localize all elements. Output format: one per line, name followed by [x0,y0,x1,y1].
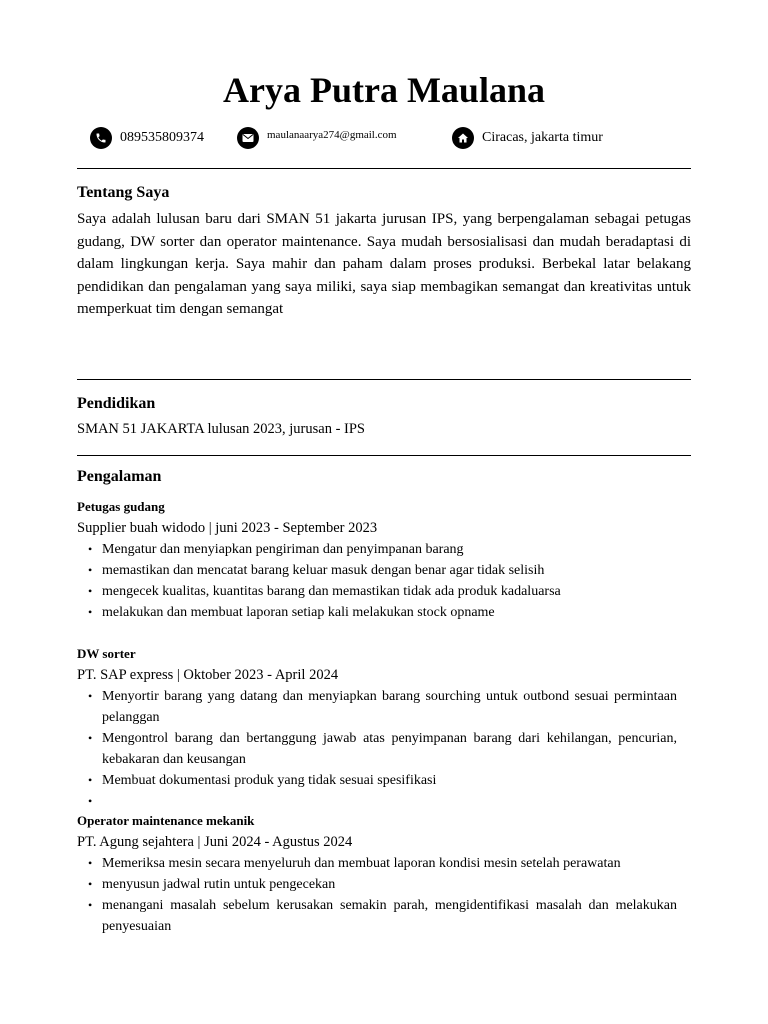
divider [77,168,691,169]
list-item [77,791,677,812]
list-item: • Mengatur dan menyiapkan pengiriman dan penyimpanan barang [77,539,677,560]
phone-number: 089535809374 [120,130,204,145]
contact-phone [90,127,204,149]
contact-email [237,127,397,149]
job-bullet-list [77,686,677,812]
mail-icon [237,127,259,149]
list-item: • mengecek kualitas, kuantitas barang dan memastikan tidak ada produk kadaluarsa [77,581,677,602]
divider [77,379,691,380]
contact-location [452,127,603,149]
job-meta: PT. Agung sejahtera | Juni 2024 - Agustus 2024 [77,834,353,850]
list-item: • Mengontrol barang dan bertanggung jawab atas penyimpanan barang dari kehilangan, pencurian, kebakaran dan keusangan [77,728,677,770]
email-address: maulanaarya274@gmail.com [267,129,397,141]
job-bullet-list [77,539,677,623]
divider [77,455,691,456]
candidate-name: Arya Putra Maulana [223,70,545,110]
job-title: Petugas gudang [77,499,165,514]
job-meta: PT. SAP express | Oktober 2023 - April 2024 [77,667,339,683]
list-item: • Memeriksa mesin secara menyeluruh dan membuat laporan kondisi mesin setelah perawatan [77,853,677,874]
list-item: • menyusun jadwal rutin untuk pengecekan [77,874,677,895]
list-item: • memastikan dan mencatat barang keluar masuk dengan benar agar tidak selisih [77,560,677,581]
phone-icon [90,127,112,149]
list-item: • melakukan dan membuat laporan setiap kali melakukan stock opname [77,602,677,623]
job-bullet-list [77,853,677,937]
list-item: • Membuat dokumentasi produk yang tidak sesuai spesifikasi [77,770,677,791]
job-title: Operator maintenance mekanik [77,813,255,828]
location-text: Ciracas, jakarta timur [482,130,603,145]
list-item: • Menyortir barang yang datang dan menyiapkan barang sourching untuk outbond sesuai permintaan pelanggan [77,686,677,728]
section-title-about: Tentang Saya [77,184,170,201]
section-title-education: Pendidikan [77,395,156,412]
home-icon [452,127,474,149]
section-title-experience: Pengalaman [77,468,162,485]
list-item: • menangani masalah sebelum kerusakan semakin parah, mengidentifikasi masalah dan melakukan penyesuaian [77,895,677,937]
job-meta: Supplier buah widodo | juni 2023 - September 2023 [77,520,378,536]
job-title: DW sorter [77,646,136,661]
education-entry: SMAN 51 JAKARTA lulusan 2023, jurusan - IPS [77,421,365,437]
about-paragraph: Saya adalah lulusan baru dari SMAN 51 jakarta jurusan IPS, yang berpengalaman sebagai petugas gudang, DW sorter dan operator maintenance. Saya mudah bersosialisasi dan mudah beradaptasi di dalam lingkungan kerja. Saya mahir dan paham dalam proses produksi. Berbekal latar belakang pendidikan dan pengalaman yang saya miliki, saya siap membagikan semangat dan kreativitas untuk memperkuat tim dengan semangat [77,211,691,317]
